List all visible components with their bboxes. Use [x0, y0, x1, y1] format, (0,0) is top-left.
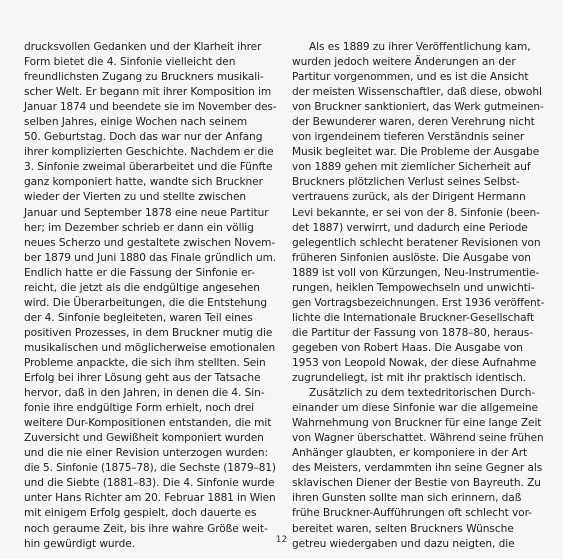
text-line: Zuversicht und Gewißheit komponiert wurden: [24, 432, 264, 445]
text-line: Musik begleitet war. Die Probleme der Ausgabe: [292, 146, 540, 159]
text-line: Erfolg bei ihrer Lösung geht aus der Tatsache: [24, 372, 261, 385]
text-line: selben Jahres, einige Wochen nach seinem: [24, 116, 248, 129]
text-line: unter Hans Richter am 20. Februar 1881 in Wien: [24, 492, 276, 505]
text-line: die 5. Sinfonie (1875–78), die Sechste (1879–81): [24, 462, 276, 475]
text-line: Endlich hatte er die Fassung der Sinfonie er-: [24, 266, 255, 279]
text-line: her; im Dezember schrieb er dann ein völlig: [24, 221, 254, 234]
text-line: Levi bekannte, er sei von der 8. Sinfonie (been-: [292, 206, 540, 219]
text-line: 1953 von Leopold Nowak, der diese Aufnahme: [292, 356, 537, 369]
text-line: 50. Geburtstag. Doch das war nur der Anfang: [24, 131, 263, 144]
text-line: noch geraume Zeit, bis ihre wahre Größe weit-: [24, 522, 268, 535]
text-line: sklavischen Diener der Bestie von Bayreuth. Zu: [292, 477, 541, 490]
text-line: Januar 1874 und beendete sie im November des-: [24, 101, 277, 114]
text-line: von Wagner überschattet. Während seine frühen: [292, 432, 544, 445]
text-line: der Bewunderer waren, deren Verehrung nicht: [292, 116, 535, 129]
text-line: det 1887) verwirrt, und dadurch eine Periode: [292, 221, 528, 234]
text-line: hin gewürdigt wurde.: [24, 537, 136, 550]
text-line: freundlichsten Zugang zu Bruckners musikali-: [24, 71, 264, 84]
text-line: Bruckners plötzlichen Verlust seines Selbst-: [292, 176, 520, 189]
text-line: einander um diese Sinfonie war die allgemeine: [292, 402, 538, 415]
text-line: 3. Sinfonie zweimal überarbeitet und die Fünfte: [24, 161, 273, 174]
text-line: frühe Bruckner-Aufführungen oft schlecht vor-: [292, 507, 532, 520]
right-text-column: [292, 40, 544, 552]
text-line: Partitur vorgenommen, und es ist die Ansicht: [292, 71, 529, 84]
text-line: gen Vortragsbezeichnungen. Erst 1936 veröffent-: [292, 296, 545, 309]
text-line: neues Scherzo und gestaltete zwischen Novem-: [24, 236, 276, 249]
text-line: scher Welt. Er begann mit ihrer Komposition im: [24, 86, 272, 99]
text-line: 1889 ist voll von Kürzungen, Neu-Instrumentie-: [292, 266, 540, 279]
paragraph-first-line: Zusätzlich zu dem textedritorischen Durch-: [309, 387, 536, 400]
text-line: Probleme anpackte, die sich ihm stellten. Sein: [24, 356, 266, 369]
text-line: ber 1879 und Juni 1880 das Finale gründlich um.: [24, 251, 277, 264]
text-line: Form bietet die 4. Sinfonie vielleicht den: [24, 56, 236, 69]
text-line: rungen, heiklen Tempowechseln und unwichti-: [292, 281, 535, 294]
text-line: lichte die Internationale Bruckner-Gesellschaft: [292, 311, 535, 324]
text-line: wurden jedoch weitere Änderungen an der: [292, 56, 516, 69]
text-line: vertrauens zurück, als der Dirigent Hermann: [292, 191, 526, 204]
text-line: wird. Die Überarbeitungen, die die Entstehung: [24, 296, 268, 309]
text-line: positiven Prozesses, in dem Bruckner mutig die: [24, 326, 273, 339]
text-line: der 4. Sinfonie begleiteten, waren Teil eines: [24, 311, 253, 324]
text-line: drucksvollen Gedanken und der Klarheit ihrer: [24, 41, 262, 53]
text-line: ihrer komplizierten Geschichte. Nachdem er die: [24, 146, 274, 159]
text-line: und die Siebte (1881–83). Die 4. Sinfonie wurde: [24, 477, 275, 490]
text-line: der meisten Wissenschaftler, daß diese, obwohl: [292, 86, 542, 99]
text-line: von 1889 gehen mit ziemlicher Sicherheit auf: [292, 161, 531, 174]
text-line: des Meisters, verdammten ihn seine Gegner als: [292, 462, 543, 475]
text-line: gelegentlich schlecht beratener Revisionen von: [292, 236, 541, 249]
left-text-column: [24, 40, 276, 552]
text-line: und die nie einer Revision unterzogen wurden:: [24, 447, 268, 460]
text-line: fonie ihre endgültige Form erhielt, noch drei: [24, 402, 255, 415]
text-line: ihren Gunsten sollte man sich erinnern, daß: [292, 492, 522, 505]
text-line: gegeben von Robert Haas. Die Ausgabe von: [292, 341, 523, 354]
page-number: 12: [275, 535, 288, 545]
text-line: bereitet waren, selten Bruckners Wünsche: [292, 522, 514, 535]
text-line: Anhänger glaubten, er komponiere in der Art: [292, 447, 528, 460]
text-line: getreu wiedergaben und dazu neigten, die: [292, 537, 515, 550]
text-line: Januar und September 1878 eine neue Partitur: [24, 206, 269, 219]
text-line: hervor, daß in den Jahren, in denen die 4. Sin-: [24, 387, 265, 400]
text-line: mit einigem Erfolg gespielt, doch dauerte es: [24, 507, 257, 520]
paragraph-first-line: Als es 1889 zu ihrer Veröffentlichung kam,: [309, 41, 531, 53]
text-line: von Bruckner sanktioniert, das Werk gutmeinen-: [292, 101, 544, 114]
text-line: früheren Sinfonien auslöste. Die Ausgabe von: [292, 251, 531, 264]
text-line: weitere Dur-Kompositionen entstanden, die mit: [24, 417, 272, 430]
text-line: musikalischen und möglicherweise emotionalen: [24, 341, 276, 354]
text-line: Wahrnehmung von Bruckner für eine lange Zeit: [292, 417, 542, 430]
text-line: wieder der Vierten zu und stellte zwischen: [24, 191, 247, 204]
text-line: von irgendeinem tieferen Verständnis seiner: [292, 131, 525, 144]
text-line: reicht, die jetzt als die endgültige angesehen: [24, 281, 260, 294]
text-line: zugrundeliegt, ist mit ihr praktisch identisch.: [292, 372, 527, 385]
text-line: ganz komponiert hatte, wandte sich Bruckner: [24, 176, 263, 189]
text-line: die Partitur der Fassung von 1878–80, heraus-: [292, 326, 533, 339]
